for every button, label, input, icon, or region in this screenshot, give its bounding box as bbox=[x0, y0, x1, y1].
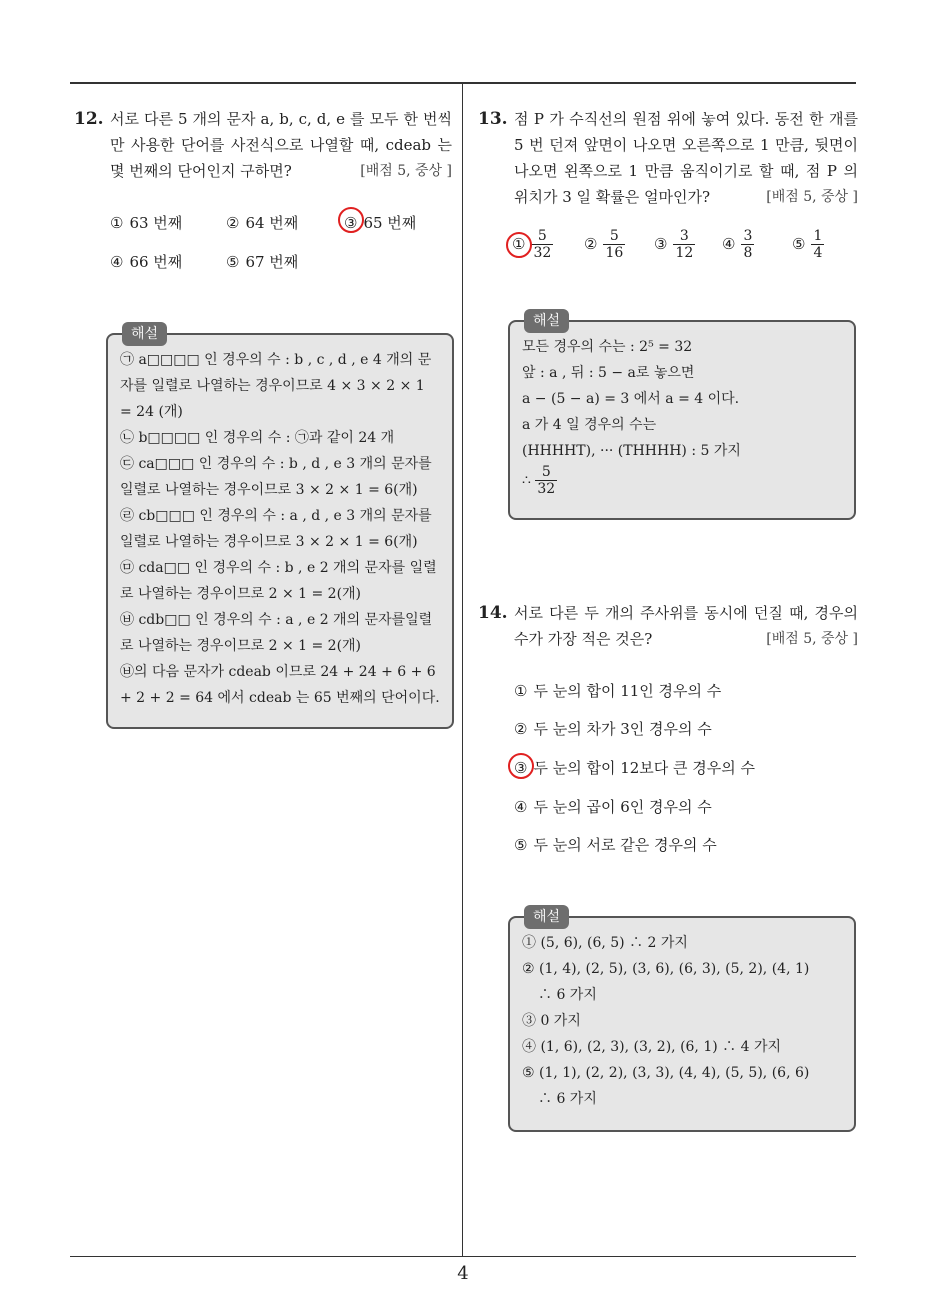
choice-4[interactable]: ④ 66 번째 bbox=[110, 253, 183, 271]
solution-tag: 해설 bbox=[122, 322, 167, 346]
question-number: 14. bbox=[478, 603, 508, 623]
solution-line: ㉠ a□□□□ 인 경우의 수 : b , c , d , e 4 개의 문자를 일렬로 나열하는 경우이므로 4 × 3 × 2 × 1 = 24 (개) bbox=[120, 352, 432, 420]
solution-line: a − (5 − a) = 3 에서 a = 4 이다. bbox=[522, 391, 740, 407]
choice-1[interactable]: ① 두 눈의 합이 11인 경우의 수 bbox=[514, 682, 722, 700]
solution-line: ① (5, 6), (6, 5) ∴ 2 가지 bbox=[522, 935, 688, 951]
answer-circle-mark bbox=[338, 207, 364, 233]
q14-solution-box bbox=[508, 909, 856, 1132]
solution-line: 앞 : a , 뒤 : 5 − a로 놓으면 bbox=[522, 365, 695, 381]
question-number: 12. bbox=[74, 109, 104, 129]
fraction: $\frac{3}{8}$ bbox=[743, 228, 753, 261]
solution-line: ④ (1, 6), (2, 3), (3, 2), (6, 1) ∴ 4 가지 bbox=[522, 1039, 782, 1055]
fraction: $\frac{5}{32}$ bbox=[533, 228, 552, 261]
solution-line: ㉤ cda□□ 인 경우의 수 : b , e 2 개의 문자를 일렬로 나열하는 경우이므로 2 × 1 = 2(개) bbox=[120, 560, 437, 602]
score-meta: [배점 5, 중상 ] bbox=[360, 163, 452, 179]
page-number: 4 bbox=[457, 1263, 469, 1284]
choice-5[interactable]: ⑤ 67 번째 bbox=[226, 253, 299, 271]
choice-2[interactable]: ② $\frac{5}{16}$ bbox=[584, 228, 624, 261]
solution-line: ② (1, 4), (2, 5), (3, 6), (6, 3), (5, 2), (4, 1) bbox=[522, 961, 810, 977]
choice-1[interactable]: ① $\frac{5}{32}$ bbox=[512, 228, 552, 261]
solution-line: ∴ 6 가지 bbox=[538, 987, 597, 1003]
solution-line: ㉥의 다음 문자가 cdeab 이므로 24 + 24 + 6 + 6 + 2 + 2 = 64 에서 cdeab 는 65 번째의 단어이다. bbox=[120, 664, 440, 706]
choice-2[interactable]: ② 64 번째 bbox=[226, 214, 299, 232]
solution-line: 모든 경우의 수는 : 2⁵ = 32 bbox=[522, 339, 693, 355]
answer-circle-mark bbox=[506, 232, 532, 258]
question-14 bbox=[478, 600, 858, 652]
solution-tag: 해설 bbox=[524, 905, 569, 929]
fraction: $\frac{5}{16}$ bbox=[605, 228, 624, 261]
question-number: 13. bbox=[478, 109, 508, 129]
score-meta: [배점 5, 중상 ] bbox=[766, 189, 858, 205]
choice-2[interactable]: ② 두 눈의 차가 3인 경우의 수 bbox=[514, 720, 712, 738]
answer-circle-mark bbox=[508, 753, 534, 779]
question-text: 서로 다른 두 개의 주사위를 동시에 던질 때, 경우의 수가 가장 적은 것은? [배점 5, 중상 ] bbox=[514, 600, 858, 652]
solution-line: ㉢ ca□□□ 인 경우의 수 : b , d , e 3 개의 문자를 일렬로 나열하는 경우이므로 3 × 2 × 1 = 6(개) bbox=[120, 456, 432, 498]
choice-4[interactable]: ④ 두 눈의 곱이 6인 경우의 수 bbox=[514, 798, 712, 816]
solution-line: ㉡ b□□□□ 인 경우의 수 : ㉠과 같이 24 개 bbox=[120, 430, 395, 446]
question-text: 점 P 가 수직선의 원점 위에 놓여 있다. 동전 한 개를 5 번 던져 앞면이 나오면 오른쪽으로 1 만큼, 뒷면이 나오면 왼쪽으로 1 만큼 움직이기로 할 때, 점 P 의 위치가 3 일 확률은 얼마인가? [배점 5, 중상 ] bbox=[514, 106, 858, 210]
column-divider bbox=[462, 84, 463, 1256]
solution-final: ∴ $\frac{5}{32}$ bbox=[522, 464, 556, 497]
choice-3[interactable]: ③ $\frac{3}{12}$ bbox=[654, 228, 694, 261]
solution-tag: 해설 bbox=[524, 309, 569, 333]
question-13 bbox=[478, 106, 858, 210]
choice-5[interactable]: ⑤ $\frac{1}{4}$ bbox=[792, 228, 823, 261]
choice-5[interactable]: ⑤ 두 눈의 서로 같은 경우의 수 bbox=[514, 836, 717, 854]
question-text: 서로 다른 5 개의 문자 a, b, c, d, e 를 모두 한 번씩 만 사용한 단어를 사전식으로 나열할 때, cdeab 는 몇 번째의 단어인지 구하면? [배점 5, 중상 ] bbox=[110, 106, 452, 184]
score-meta: [배점 5, 중상 ] bbox=[766, 631, 858, 647]
choice-3[interactable]: ③ 두 눈의 합이 12보다 큰 경우의 수 bbox=[514, 759, 756, 777]
fraction: $\frac{5}{32}$ bbox=[537, 464, 556, 497]
choice-3[interactable]: ③ 65 번째 bbox=[344, 214, 417, 232]
solution-line: ∴ 6 가지 bbox=[538, 1091, 597, 1107]
question-12 bbox=[74, 106, 452, 184]
solution-line: ㉥ cdb□□ 인 경우의 수 : a , e 2 개의 문자를일렬로 나열하는 경우이므로 2 × 1 = 2(개) bbox=[120, 612, 433, 654]
solution-line: ⑤ (1, 1), (2, 2), (3, 3), (4, 4), (5, 5), (6, 6) bbox=[522, 1065, 810, 1081]
bottom-rule bbox=[70, 1256, 856, 1257]
q13-solution-box bbox=[508, 313, 856, 520]
choice-4[interactable]: ④ $\frac{3}{8}$ bbox=[722, 228, 753, 261]
q12-solution-box bbox=[106, 326, 454, 729]
solution-line: a 가 4 일 경우의 수는 bbox=[522, 417, 657, 433]
top-rule bbox=[70, 82, 856, 84]
solution-line: ③ 0 가지 bbox=[522, 1013, 581, 1029]
fraction: $\frac{1}{4}$ bbox=[813, 228, 823, 261]
choice-1[interactable]: ① 63 번째 bbox=[110, 214, 183, 232]
fraction: $\frac{3}{12}$ bbox=[675, 228, 694, 261]
solution-line: ㉣ cb□□□ 인 경우의 수 : a , d , e 3 개의 문자를 일렬로 나열하는 경우이므로 3 × 2 × 1 = 6(개) bbox=[120, 508, 432, 550]
solution-line: (HHHHT), ··· (THHHH) : 5 가지 bbox=[522, 443, 741, 459]
